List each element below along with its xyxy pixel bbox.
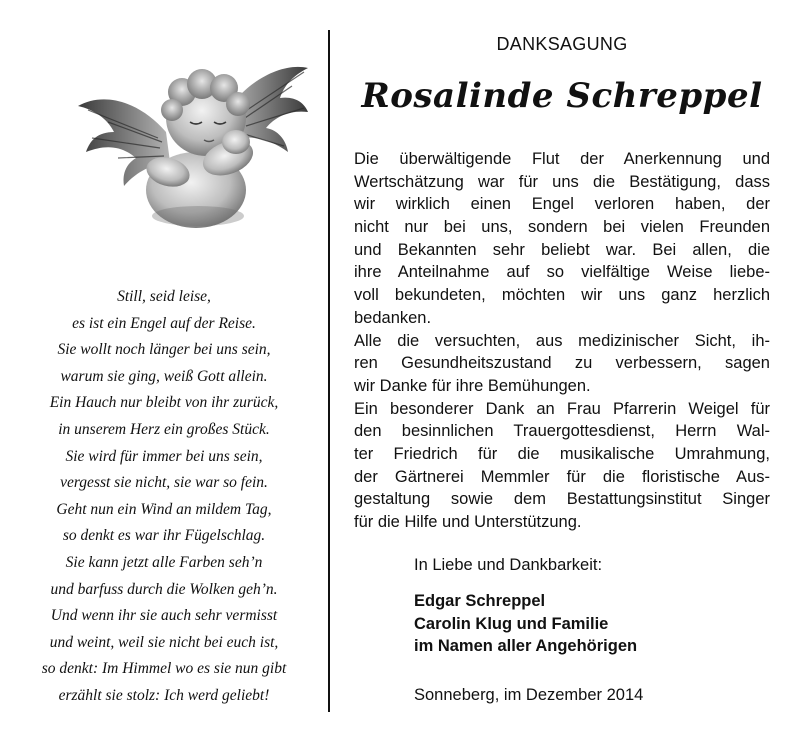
text-line: bedanken. [354, 308, 432, 327]
poem-line: vergesst sie nicht, sie war so fein. [60, 474, 268, 492]
poem-line: so denkt: Im Himmel wo es sie nun gibt [41, 660, 287, 678]
text-line: für die Hilfe und Unterstützung. [354, 513, 582, 531]
signatures [414, 590, 637, 658]
text-line: Alle die versuchten, aus medizinischer Sicht, ih- [354, 331, 770, 350]
poem-line: Und wenn ihr sie auch sehr vermisst [50, 607, 278, 625]
poem-line: so denkt es war ihr Fügelschlag. [62, 527, 266, 545]
text-line: nicht nur bei uns, sondern bei vielen Freunden [354, 218, 770, 237]
text-line: wir wirklich einen Engel verloren haben, der [354, 195, 770, 214]
poem-line: Still, seid leise, [117, 288, 211, 305]
notice-heading: DANKSAGUNG [496, 34, 628, 54]
poem-line: Ein Hauch nur bleibt von ihr zurück, [49, 394, 279, 412]
place-and-date: Sonneberg, im Dezember 2014 [414, 686, 644, 704]
poem-line: Sie wollt noch länger bei uns sein, [57, 341, 271, 359]
text-line: voll bekundeten, möchten wir uns ganz herzlich [354, 286, 770, 305]
text-line: ihre Anteilnahme auf so vielfältige Weise liebe- [354, 263, 770, 282]
cherub-angel-icon [78, 40, 308, 236]
text-line: ren Gesundheitszustand zu verbessern, sagen [354, 354, 770, 373]
poem-line: erzählt sie stolz: Ich werd geliebt! [58, 686, 270, 704]
poem-line: Sie wird für immer bei uns sein, [65, 447, 263, 465]
poem-line: es ist ein Engel auf der Reise. [72, 314, 256, 332]
signature-line: Edgar Schreppel [414, 592, 546, 610]
deceased-name: Rosalinde Schreppel [361, 76, 763, 116]
signature-line: im Namen aller Angehörigen [414, 637, 638, 656]
column-divider [328, 30, 330, 712]
thank-you-text [354, 148, 770, 534]
text-line: Die überwältigende Flut der Anerkennung und [354, 150, 770, 168]
poem-line: und weint, weil sie nicht bei euch ist, [49, 633, 279, 651]
poem [0, 284, 328, 710]
poem-line: Geht nun ein Wind an mildem Tag, [56, 500, 272, 518]
closing-phrase: In Liebe und Dankbarkeit: [414, 556, 603, 574]
text-line: Ein besonderer Dank an Frau Pfarrerin Weigel für [354, 399, 770, 418]
poem-line: Sie kann jetzt alle Farben seh’n [65, 553, 263, 571]
poem-line: in unserem Herz ein großes Stück. [58, 420, 270, 438]
text-line: ter Friedrich für die musikalische Umrahmung, [354, 444, 770, 463]
text-line: den besinnlichen Trauergottesdienst, Herrn Wal- [354, 422, 770, 441]
poem-line: warum sie ging, weiß Gott allein. [60, 367, 268, 385]
signature-line: Carolin Klug und Familie [414, 614, 609, 633]
text-line: gestaltung sowie dem Bestattungsinstitut Singer [354, 490, 770, 509]
left-column [0, 0, 328, 753]
text-line: Wertschätzung war für uns die Bestätigung, dass [354, 172, 770, 191]
text-line: der Gärtnerei Memmler für die floristische Aus- [354, 467, 770, 486]
text-line: und Bekannten sehr beliebt war. Bei allen, die [354, 240, 770, 259]
text-line: wir Danke für ihre Bemühungen. [354, 376, 591, 395]
poem-line: und barfuss durch die Wolken geh’n. [50, 580, 278, 598]
